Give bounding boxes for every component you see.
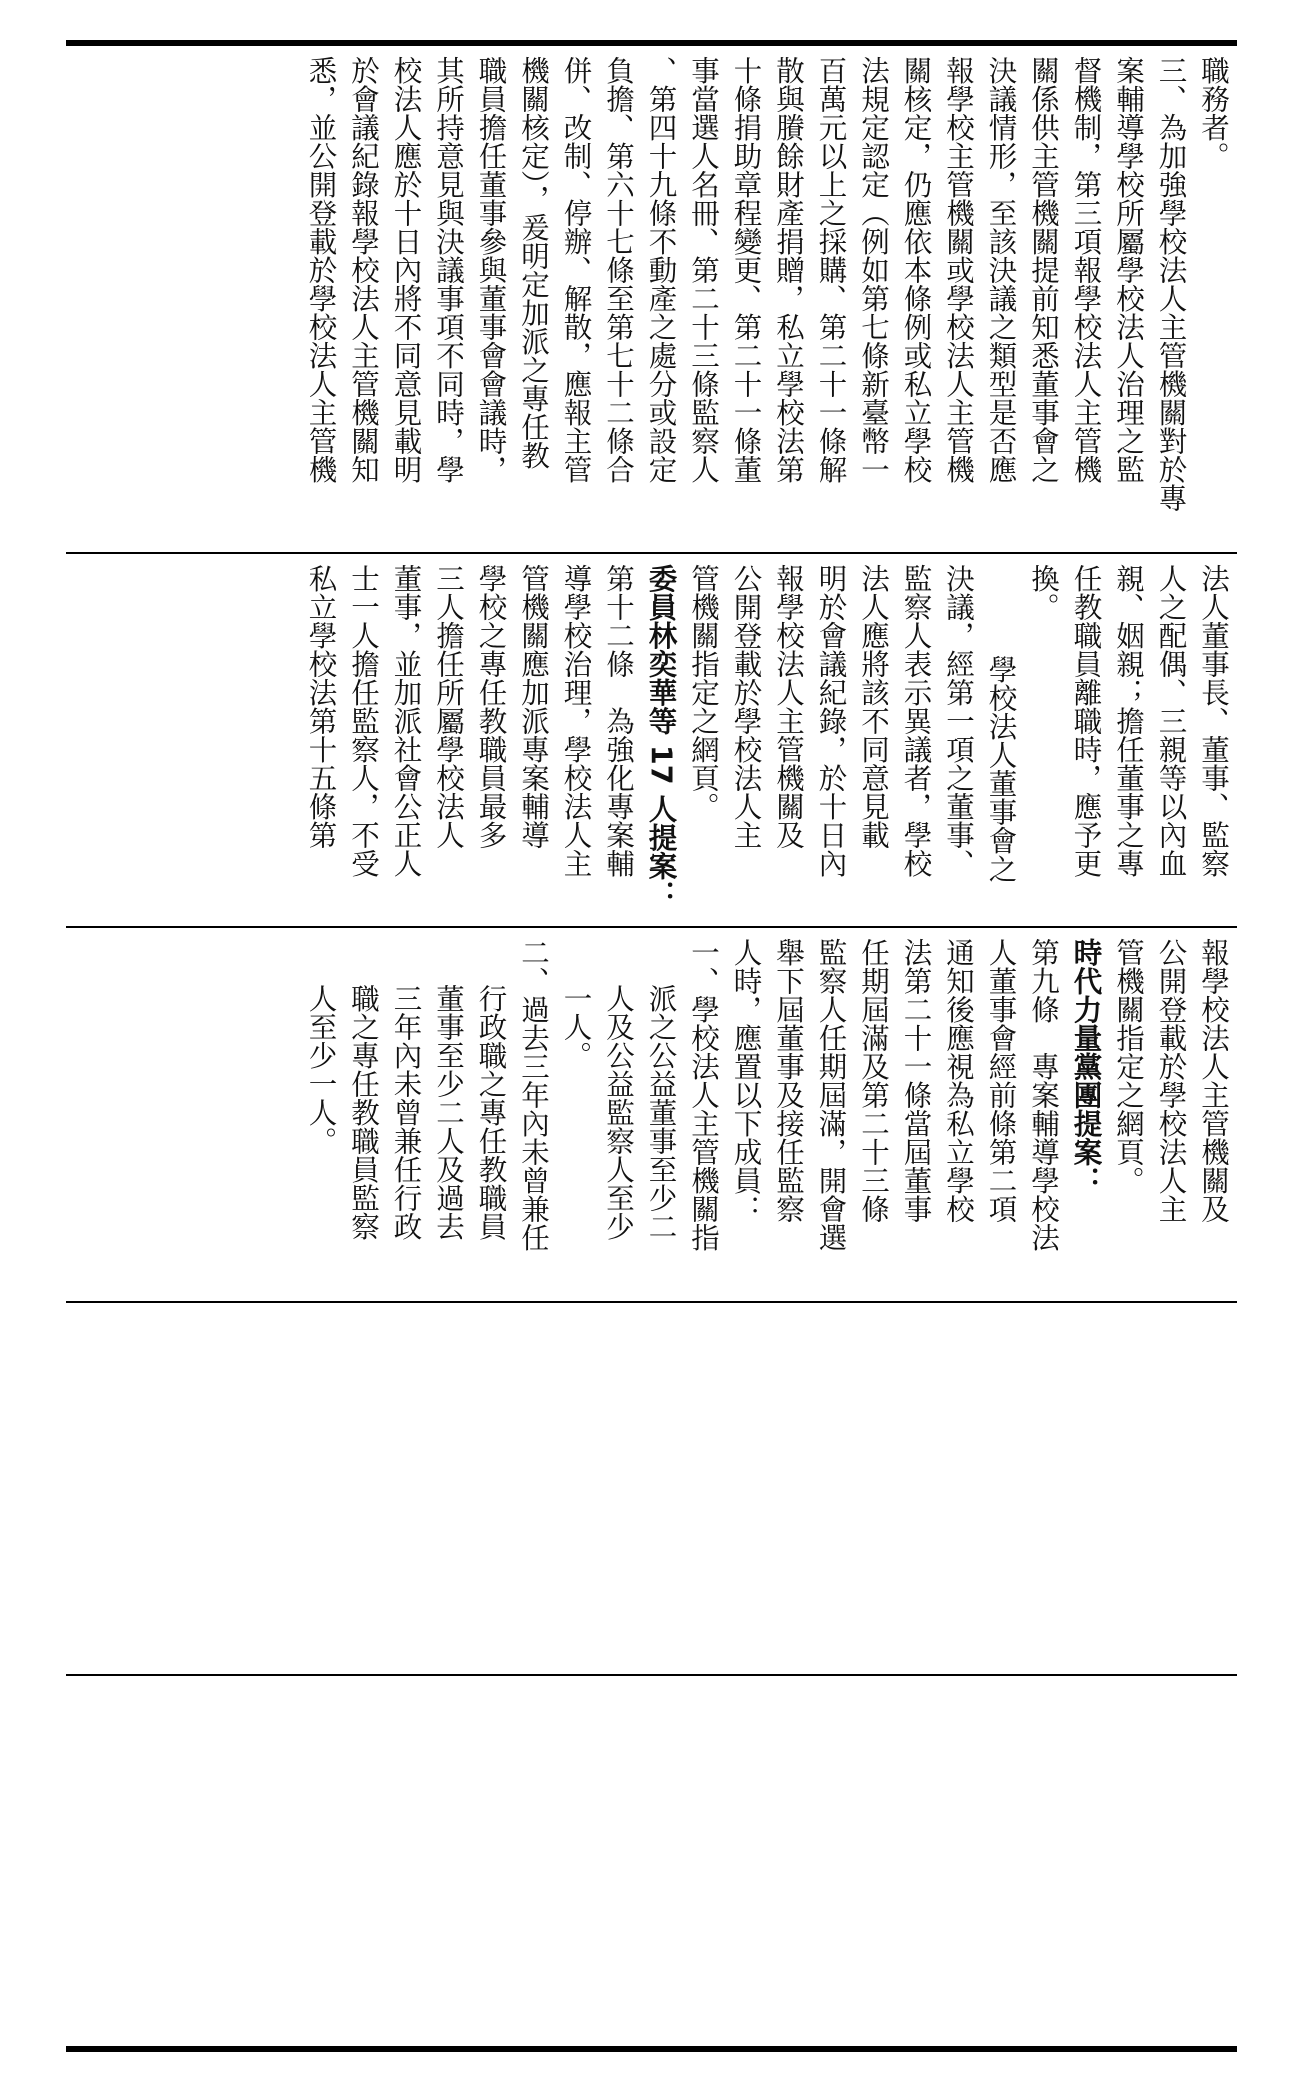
band-divider-2	[66, 926, 1237, 928]
text-line: 人時，應置以下成員：	[729, 938, 763, 1223]
text-line: 散與賸餘財產捐贈，私立學校法第	[772, 56, 805, 484]
text-line: 法第二十一條當屆董事	[899, 938, 933, 1223]
text-band-5	[70, 1678, 1234, 2078]
text-line: 管機關應加派專案輔導	[517, 564, 550, 849]
text-line: 一、學校法人主管機關指	[687, 938, 720, 1252]
text-line: 併、改制、停辦、解散，應報主管	[559, 56, 593, 484]
text-line: 決議，經第一項之董事、	[942, 564, 975, 878]
band-divider-3	[66, 1301, 1237, 1303]
text-line: 報學校法人主管機關及	[1197, 938, 1230, 1223]
text-line: 職務者。	[1197, 56, 1230, 170]
text-line: 人之配偶、三親等以內血	[1154, 564, 1188, 878]
text-line: 職員擔任董事參與董事會會議時，	[474, 56, 508, 484]
text-line: 督機制，第三項報學校法人主管機	[1069, 56, 1103, 484]
text-line: 法規定認定（例如第七條新臺幣一	[857, 56, 890, 484]
text-line: 事當選人名冊、第二十三條監察人	[687, 56, 720, 484]
text-line: 監察人表示異議者，學校	[899, 564, 933, 878]
text-line: 私立學校法第十五條第	[304, 564, 338, 849]
text-line: 任期屆滿及第二十三條	[857, 938, 890, 1223]
band-3-content	[299, 930, 1234, 1300]
text-band-4	[70, 1305, 1234, 1675]
text-band-3	[70, 930, 1234, 1300]
band-2-content	[299, 556, 1234, 924]
text-line: 行政職之專任教職員	[474, 983, 508, 1241]
text-line: 於會議紀錄報學校法人主管機關知	[347, 56, 380, 484]
top-rule	[66, 40, 1237, 46]
text-line: 悉，並公開登載於學校法人主管機	[304, 56, 338, 484]
text-line: 明於會議紀錄，於十日內	[814, 564, 848, 878]
text-line: 決議情形，至該決議之類型是否應	[984, 56, 1018, 484]
text-line: 法人應將該不同意見載	[857, 564, 890, 849]
text-line: 一人。	[559, 983, 593, 1070]
text-line: 案輔導學校所屬學校法人治理之監	[1112, 56, 1145, 484]
text-line: 十條捐助章程變更、第二十一條董	[729, 56, 763, 484]
band-1-content	[299, 48, 1234, 548]
text-line: 人董事會經前條第二項	[984, 938, 1018, 1223]
text-line: 董事至少二人及過去	[432, 983, 465, 1241]
text-line: 任教職員離職時，應予更	[1069, 564, 1103, 878]
text-line: 學校法人董事會之	[984, 655, 1018, 884]
text-line: 親、姻親；擔任董事之專	[1112, 564, 1145, 878]
text-band-1	[70, 48, 1234, 548]
text-line: 報學校主管機關或學校法人主管機	[942, 56, 975, 484]
text-line: 法人董事長、董事、監察	[1197, 564, 1230, 878]
text-line: 、第四十九條不動產之處分或設定	[644, 56, 678, 484]
text-line: 第十二條 為強化專案輔	[602, 564, 635, 878]
band-divider-1	[66, 552, 1237, 554]
section-heading: 時代力量黨團提案：	[1069, 938, 1103, 1195]
text-line: 職之專任教職員監察	[347, 983, 380, 1241]
text-line: 報學校法人主管機關及	[772, 564, 805, 849]
text-line: 百萬元以上之採購、第二十一條解	[814, 56, 848, 484]
text-line: 董事，並加派社會公正人	[389, 564, 423, 878]
text-line: 學校之專任教職員最多	[474, 564, 508, 849]
text-line: 派之公益董事至少二	[644, 983, 678, 1241]
text-line: 士一人擔任監察人，不受	[347, 564, 380, 878]
section-heading: 委員林奕華等 17 人提案：	[644, 564, 678, 909]
text-line: 負擔、第六十七條至第七十二條合	[602, 56, 635, 484]
text-line: 關係供主管機關提前知悉董事會之	[1027, 56, 1060, 484]
text-line: 管機關指定之網頁。	[1112, 938, 1145, 1195]
text-line: 人至少一人。	[304, 983, 338, 1155]
text-line: 監察人任期屆滿，開會選	[814, 938, 848, 1252]
text-line: 換。	[1027, 564, 1060, 621]
text-line: 三年內未曾兼任行政	[389, 983, 423, 1241]
text-line: 管機關指定之網頁。	[687, 564, 720, 821]
text-line: 關核定，仍應依本條例或私立學校	[899, 56, 933, 484]
text-line: 三、為加強學校法人主管機關對於專	[1154, 56, 1188, 512]
text-line: 二、過去三年內未曾兼任	[517, 938, 550, 1252]
text-line: 通知後應視為私立學校	[942, 938, 975, 1223]
text-line: 導學校治理，學校法人主	[559, 564, 593, 878]
text-line: 校法人應於十日內將不同意見載明	[389, 56, 423, 484]
text-line: 公開登載於學校法人主	[1154, 938, 1188, 1223]
text-band-2	[70, 556, 1234, 924]
bottom-rule	[66, 2046, 1237, 2052]
text-line: 機關核定），爰明定加派之專任教	[517, 56, 550, 470]
band-divider-4	[66, 1674, 1237, 1676]
text-line: 其所持意見與決議事項不同時，學	[432, 56, 465, 484]
text-line: 人及公益監察人至少	[602, 983, 635, 1241]
text-line: 舉下屆董事及接任監察	[772, 938, 805, 1223]
text-line: 第九條 專案輔導學校法	[1027, 938, 1060, 1252]
text-line: 三人擔任所屬學校法人	[432, 564, 465, 849]
text-line: 公開登載於學校法人主	[729, 564, 763, 849]
